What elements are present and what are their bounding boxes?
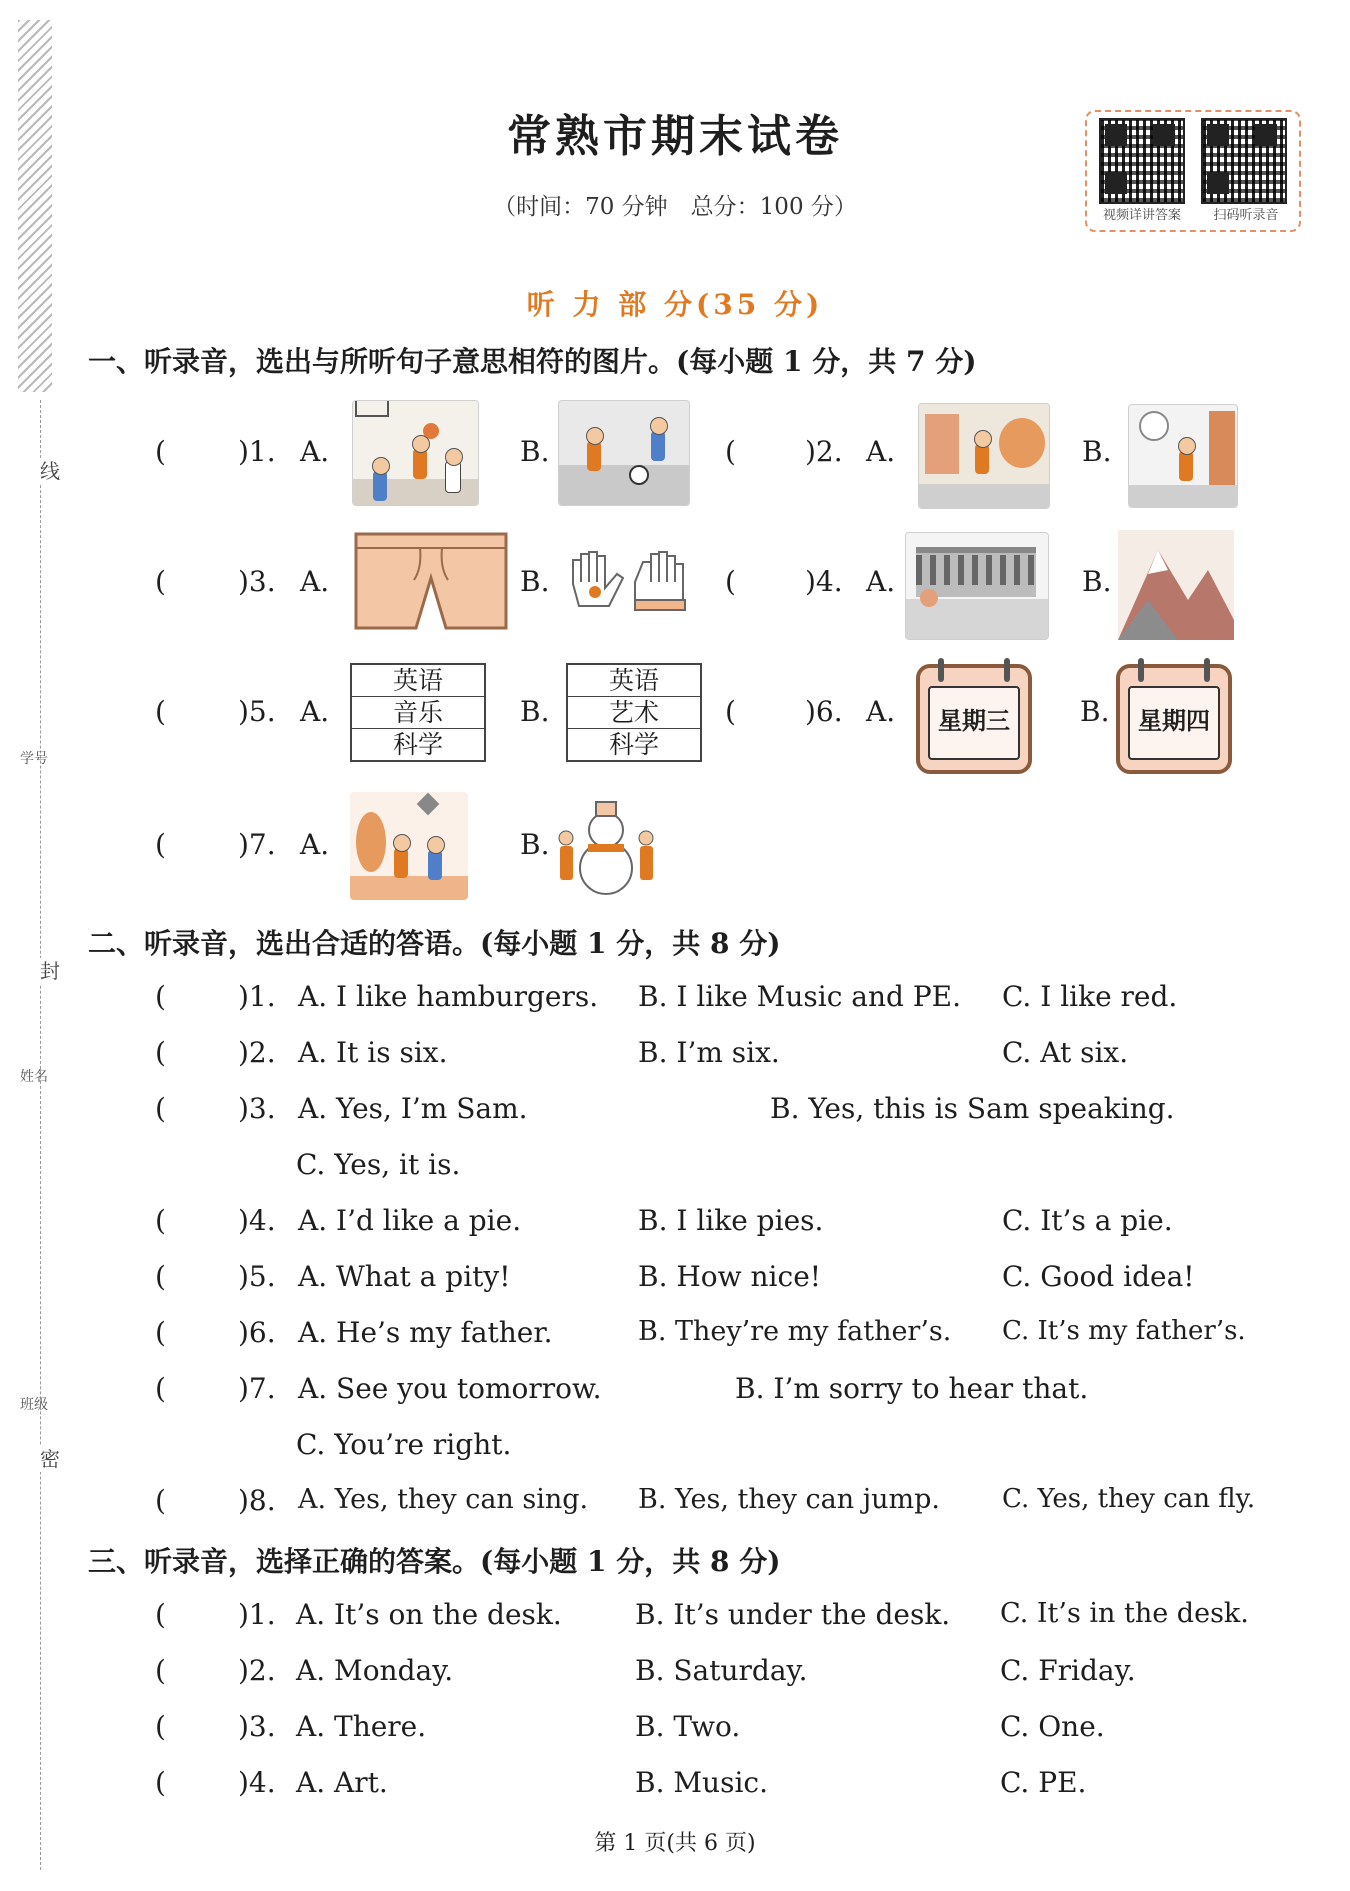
question-number: )2. xyxy=(238,1654,276,1687)
answer-paren[interactable]: ( xyxy=(155,1036,166,1069)
answer-paren[interactable]: ( xyxy=(725,695,736,728)
option-c: C. Good idea! xyxy=(1002,1260,1195,1293)
option-a: A. It is six. xyxy=(298,1036,448,1069)
option-a-label: A. xyxy=(866,695,896,728)
option-a: A. Yes, they can sing. xyxy=(298,1484,589,1515)
option-b-label: B. xyxy=(520,435,550,468)
question-number: )2. xyxy=(805,435,843,468)
schedule-cell: 音乐 xyxy=(352,697,484,729)
option-a: A. Art. xyxy=(296,1766,388,1799)
option-c: C. PE. xyxy=(1000,1766,1087,1799)
option-c: C. Yes, it is. xyxy=(296,1148,461,1181)
answer-paren[interactable]: ( xyxy=(725,435,736,468)
option-a-label: A. xyxy=(300,565,330,598)
answer-paren[interactable]: ( xyxy=(155,1766,166,1799)
option-b: B. I’m six. xyxy=(638,1036,780,1069)
football-scene-icon xyxy=(558,400,690,506)
option-c: C. It’s my father’s. xyxy=(1002,1316,1246,1346)
option-a-label: A. xyxy=(866,565,896,598)
option-b: B. I like Music and PE. xyxy=(638,980,962,1013)
qr-video-caption: 视频详讲答案 xyxy=(1102,208,1181,223)
schedule-cell: 英语 xyxy=(568,665,700,697)
option-c: C. It’s in the desk. xyxy=(1000,1598,1249,1629)
option-a: A. What a pity! xyxy=(298,1260,511,1293)
question-number: )1. xyxy=(238,435,276,468)
option-a-label: A. xyxy=(300,435,330,468)
option-b: B. I’m sorry to hear that. xyxy=(735,1372,1089,1405)
option-b: B. Yes, they can jump. xyxy=(638,1484,940,1515)
option-b: B. Two. xyxy=(635,1710,741,1743)
answer-paren[interactable]: ( xyxy=(155,1092,166,1125)
building-picture-icon xyxy=(905,532,1049,640)
answer-paren[interactable]: ( xyxy=(155,1260,166,1293)
answer-paren[interactable]: ( xyxy=(155,565,166,598)
answer-paren[interactable]: ( xyxy=(155,1654,166,1687)
answer-paren[interactable]: ( xyxy=(155,1484,166,1517)
seal-char-mi: 密 xyxy=(40,1447,60,1471)
calendar-icon-a xyxy=(916,664,1032,774)
option-b: B. I like pies. xyxy=(638,1204,824,1237)
shorts-picture-icon xyxy=(350,528,512,636)
page-number: 第 1 页(共 6 页) xyxy=(594,1831,756,1856)
question-number: )3. xyxy=(238,1710,276,1743)
student-id-label: 学号 xyxy=(20,751,48,767)
option-a-label: A. xyxy=(866,435,896,468)
option-a: A. See you tomorrow. xyxy=(298,1372,602,1405)
question-number: )7. xyxy=(238,1372,276,1405)
question-number: )4. xyxy=(805,565,843,598)
question-number: )3. xyxy=(238,1092,276,1125)
sunny-day-scene-icon xyxy=(1128,404,1238,508)
answer-paren[interactable]: ( xyxy=(155,828,166,861)
part3-heading: 三、听录音，选择正确的答案。(每小题 1 分，共 8 分) xyxy=(88,1545,781,1578)
option-c: C. One. xyxy=(1000,1710,1105,1743)
option-b: B. How nice! xyxy=(638,1260,822,1293)
snowman-scene-icon xyxy=(550,792,662,900)
schedule-cell: 艺术 xyxy=(568,697,700,729)
option-b: B. Yes, this is Sam speaking. xyxy=(770,1092,1175,1125)
schedule-table-a xyxy=(350,663,486,762)
option-c: C. At six. xyxy=(1002,1036,1129,1069)
question-number: )5. xyxy=(238,695,276,728)
calendar-day-label: 星期三 xyxy=(928,686,1020,760)
answer-paren[interactable]: ( xyxy=(155,980,166,1013)
option-b: B. Music. xyxy=(635,1766,768,1799)
answer-paren[interactable]: ( xyxy=(725,565,736,598)
seal-char-xian: 线 xyxy=(40,459,60,483)
question-number: )4. xyxy=(238,1204,276,1237)
answer-paren[interactable]: ( xyxy=(155,1204,166,1237)
option-a-label: A. xyxy=(300,695,330,728)
answer-paren[interactable]: ( xyxy=(155,695,166,728)
option-c: C. Yes, they can fly. xyxy=(1002,1484,1256,1514)
seal-char-feng: 封 xyxy=(40,959,60,983)
answer-paren[interactable]: ( xyxy=(155,1710,166,1743)
calendar-icon-b xyxy=(1116,664,1232,774)
option-b: B. It’s under the desk. xyxy=(635,1598,951,1631)
option-c: C. It’s a pie. xyxy=(1002,1204,1173,1237)
part1-heading: 一、听录音，选出与所听句子意思相符的图片。(每小题 1 分，共 7 分) xyxy=(88,345,977,378)
seal-line xyxy=(40,400,41,1870)
part2-heading: 二、听录音，选出合适的答语。(每小题 1 分，共 8 分) xyxy=(88,927,781,960)
question-number: )3. xyxy=(238,565,276,598)
qr-code-audio-icon[interactable] xyxy=(1201,118,1287,204)
option-b-label: B. xyxy=(520,828,550,861)
option-a: A. Yes, I’m Sam. xyxy=(298,1092,528,1125)
question-number: )6. xyxy=(805,695,843,728)
option-a: A. There. xyxy=(296,1710,427,1743)
listening-section-heading: 听 力 部 分(35 分) xyxy=(526,288,824,321)
option-c: C. I like red. xyxy=(1002,980,1178,1013)
option-b-label: B. xyxy=(520,695,550,728)
question-number: )7. xyxy=(238,828,276,861)
question-number: )1. xyxy=(238,980,276,1013)
question-number: )6. xyxy=(238,1316,276,1349)
kite-flying-scene-icon xyxy=(350,792,468,900)
schedule-cell: 科学 xyxy=(608,730,659,759)
option-b-label: B. xyxy=(1080,695,1110,728)
question-number: )1. xyxy=(238,1598,276,1631)
question-number: )4. xyxy=(238,1766,276,1799)
mountain-picture-icon xyxy=(1118,530,1234,640)
gloves-picture-icon xyxy=(565,548,705,618)
option-b-label: B. xyxy=(520,565,550,598)
option-a: A. Monday. xyxy=(296,1654,454,1687)
qr-code-panel xyxy=(1085,110,1301,232)
answer-paren[interactable]: ( xyxy=(155,1316,166,1349)
option-a-label: A. xyxy=(300,828,330,861)
option-a: A. He’s my father. xyxy=(298,1316,553,1349)
option-b-label: B. xyxy=(1082,435,1112,468)
schedule-cell: 科学 xyxy=(392,730,443,759)
option-b-label: B. xyxy=(1082,565,1112,598)
calendar-day-label: 星期四 xyxy=(1128,686,1220,760)
answer-paren[interactable]: ( xyxy=(155,1372,166,1405)
question-number: )5. xyxy=(238,1260,276,1293)
option-b: B. Saturday. xyxy=(635,1654,808,1687)
qr-audio-caption: 扫码听录音 xyxy=(1213,208,1279,223)
answer-paren[interactable]: ( xyxy=(155,1598,166,1631)
option-b: B. They’re my father’s. xyxy=(638,1316,952,1347)
option-c: C. Friday. xyxy=(1000,1654,1136,1687)
answer-paren[interactable]: ( xyxy=(155,435,166,468)
autumn-street-scene-icon xyxy=(918,403,1050,509)
question-number: )8. xyxy=(238,1484,276,1517)
option-a: A. I like hamburgers. xyxy=(298,980,599,1013)
schedule-table-b xyxy=(566,663,702,762)
question-number: )2. xyxy=(238,1036,276,1069)
exam-time-score: （时间：70 分钟 总分：100 分） xyxy=(493,194,857,220)
qr-code-video-icon[interactable] xyxy=(1099,118,1185,204)
option-a: A. It’s on the desk. xyxy=(296,1598,562,1631)
option-a: A. I’d like a pie. xyxy=(298,1204,522,1237)
exam-title: 常熟市期末试卷 xyxy=(507,111,843,162)
student-name-label: 姓名 xyxy=(20,1069,48,1085)
option-c: C. You’re right. xyxy=(296,1428,512,1461)
schedule-cell: 英语 xyxy=(352,665,484,697)
basketball-scene-icon xyxy=(352,400,479,506)
class-label: 班级 xyxy=(20,1397,48,1413)
